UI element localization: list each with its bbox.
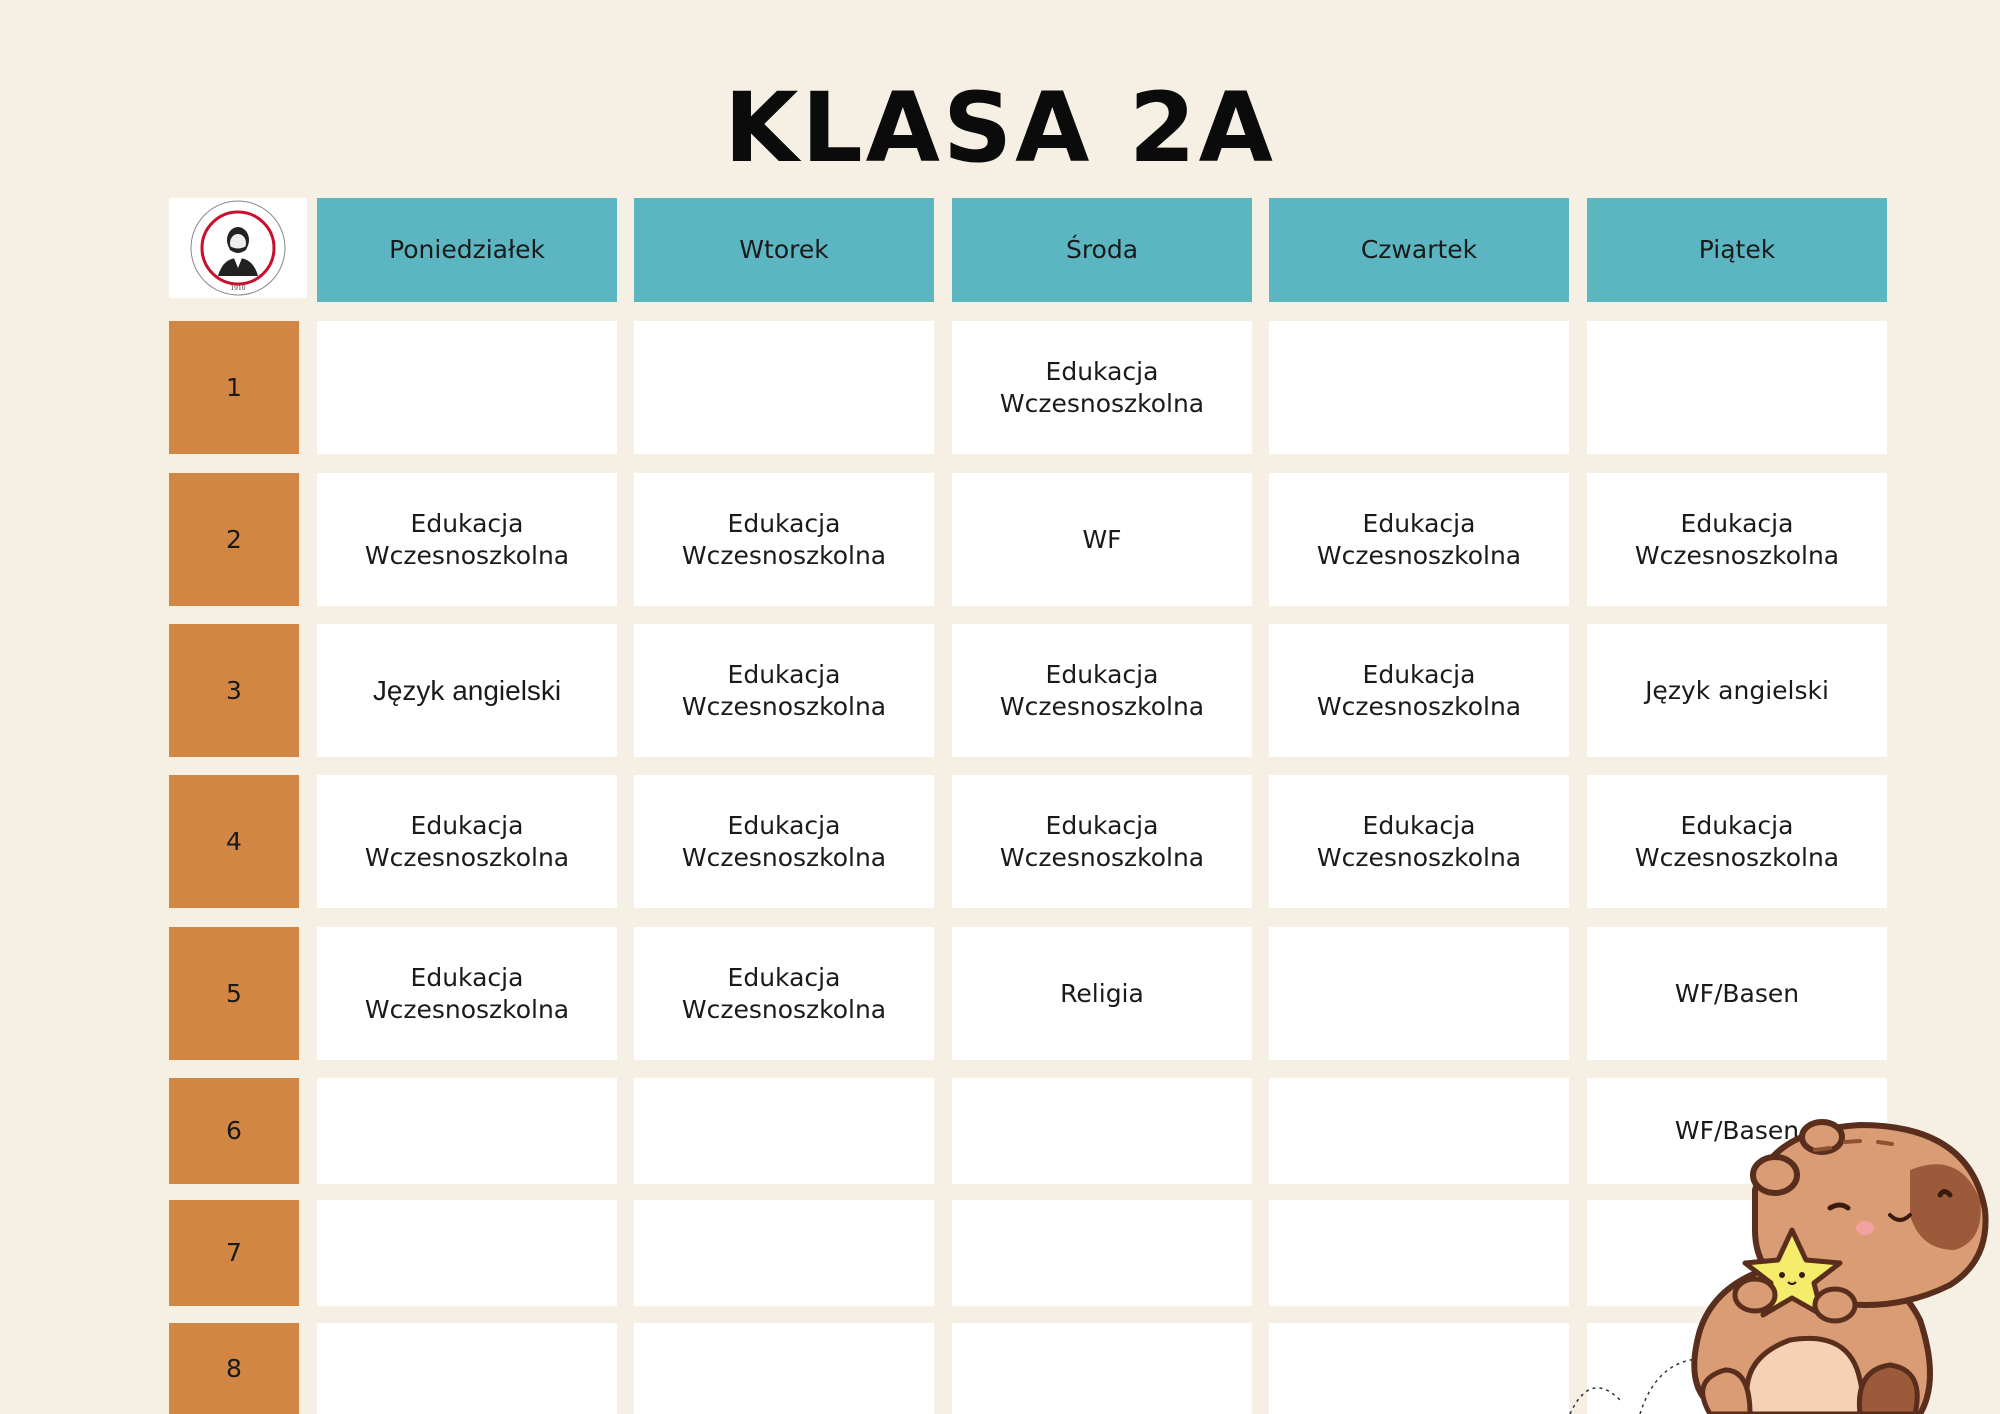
lesson-cell: Język angielski: [1587, 624, 1887, 757]
lesson-cell: [317, 1323, 617, 1414]
lesson-number: 4: [169, 775, 299, 908]
lesson-cell: Edukacja Wczesnoszkolna: [952, 321, 1252, 454]
lesson-cell: [634, 321, 934, 454]
lesson-number: 8: [169, 1323, 299, 1414]
lesson-number: 2: [169, 473, 299, 606]
lesson-cell: Edukacja Wczesnoszkolna: [634, 624, 934, 757]
day-header: Środa: [952, 198, 1252, 302]
lesson-cell: Edukacja Wczesnoszkolna: [952, 775, 1252, 908]
lesson-cell: WF: [952, 473, 1252, 606]
lesson-cell: Edukacja Wczesnoszkolna: [317, 927, 617, 1060]
lesson-cell: Edukacja Wczesnoszkolna: [1269, 624, 1569, 757]
page-title: KLASA 2A: [724, 72, 1276, 184]
lesson-cell: [1587, 321, 1887, 454]
lesson-cell: [317, 1078, 617, 1184]
lesson-cell: Edukacja Wczesnoszkolna: [1587, 775, 1887, 908]
lesson-number: 3: [169, 624, 299, 757]
lesson-cell: [952, 1078, 1252, 1184]
school-logo: [169, 198, 307, 298]
lesson-number: 6: [169, 1078, 299, 1184]
lesson-cell: Religia: [952, 927, 1252, 1060]
lesson-cell: [1269, 1078, 1569, 1184]
lesson-cell: Edukacja Wczesnoszkolna: [1269, 473, 1569, 606]
lesson-number: 7: [169, 1200, 299, 1306]
lesson-cell: Edukacja Wczesnoszkolna: [317, 473, 617, 606]
lesson-cell: WF/Basen: [1587, 1078, 1887, 1184]
day-header: Czwartek: [1269, 198, 1569, 302]
lesson-cell: Edukacja Wczesnoszkolna: [952, 624, 1252, 757]
lesson-cell: Edukacja Wczesnoszkolna: [634, 473, 934, 606]
lesson-number: 1: [169, 321, 299, 454]
lesson-cell: Edukacja Wczesnoszkolna: [317, 775, 617, 908]
lesson-cell: Edukacja Wczesnoszkolna: [634, 927, 934, 1060]
lesson-cell: [1269, 927, 1569, 1060]
lesson-cell: [1269, 1200, 1569, 1306]
lesson-cell: [317, 321, 617, 454]
lesson-cell: [634, 1323, 934, 1414]
lesson-cell: [634, 1200, 934, 1306]
capybara-with-star-icon: [1560, 1100, 2000, 1414]
day-header: Wtorek: [634, 198, 934, 302]
lesson-cell: Edukacja Wczesnoszkolna: [634, 775, 934, 908]
lesson-cell: [952, 1323, 1252, 1414]
lesson-cell: [634, 1078, 934, 1184]
lesson-cell: [1269, 321, 1569, 454]
lesson-cell: Edukacja Wczesnoszkolna: [1587, 473, 1887, 606]
lesson-cell: [317, 1200, 617, 1306]
lesson-number: 5: [169, 927, 299, 1060]
lesson-cell: WF/Basen: [1587, 927, 1887, 1060]
lesson-cell: [952, 1200, 1252, 1306]
logo-year: 1910: [230, 285, 246, 292]
school-emblem-icon: [188, 198, 288, 298]
day-header: Poniedziałek: [317, 198, 617, 302]
lesson-cell: [1269, 1323, 1569, 1414]
day-header: Piątek: [1587, 198, 1887, 302]
lesson-cell: Język angielski: [317, 624, 617, 757]
lesson-cell: Edukacja Wczesnoszkolna: [1269, 775, 1569, 908]
